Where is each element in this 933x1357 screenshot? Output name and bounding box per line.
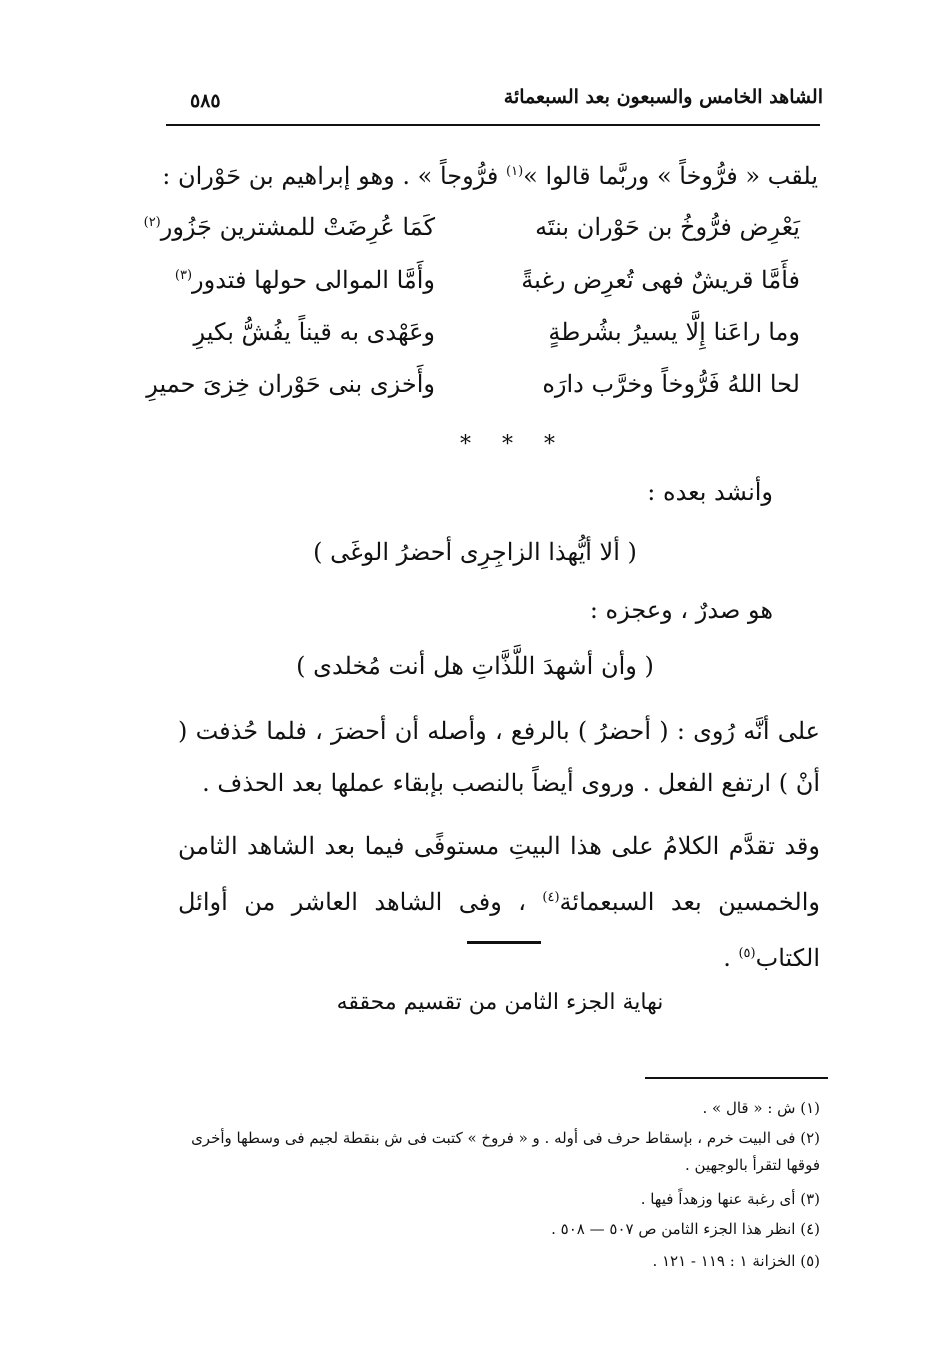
footnote-rule xyxy=(645,1077,828,1079)
verse-first-hemistich: فأَمَّا قريشٌ فهى تُعرِض رغبةً xyxy=(521,266,800,294)
verse-line xyxy=(180,318,820,358)
footnote-3: (٣) أى رغبة عنها وزهداً فيها . xyxy=(640,1190,820,1208)
paragraph-1: على أنَّه رُوى : ( أحضرُ ) بالرفع ، وأصله أن أحضرَ ، فلما حُذفت ( أنْ ) ارتفع الفعل . وروى أيضاً بالنصب بإبقاء عملها بعد الحذف . xyxy=(178,717,820,797)
footnote-4: (٤) انظر هذا الجزء الثامن ص ٥٠٧ — ٥٠٨ . xyxy=(551,1220,820,1238)
verse-first-hemistich: وما راعَنا إِلَّا يسيرُ بشُرطةٍ xyxy=(548,318,800,346)
page-number: ٥٨٥ xyxy=(190,90,221,112)
paragraph-2 xyxy=(178,820,820,984)
verse-line xyxy=(143,213,820,253)
verse-second-hemistich: وعَهْدى به قيناً يفُشُّ بكيرِ xyxy=(193,318,435,346)
footnote-ref-2: (٢) xyxy=(143,215,161,230)
quote-line-1: ( ألا أيُّهذا الزاجِرِى أحضرُ الوغَى ) xyxy=(313,538,637,566)
section-separator: * * * xyxy=(460,432,567,457)
verse-second-text: كَمَا عُرِضَتْ للمشترين جَزُور xyxy=(160,213,435,241)
footnote-5: (٥) الخزانة ١ : ١١٩ - ١٢١ . xyxy=(652,1252,820,1270)
paragraph-2-text-a: وقد تقدَّم الكلامُ على هذا البيتِ مستوفًى فيما بعد الشاهد الثامن والخمسين بعد السبعمائة xyxy=(178,832,820,916)
anshad-line: وأنشد بعده : xyxy=(647,478,773,506)
volume-end-title: نهاية الجزء الثامن من تقسيم محققه xyxy=(336,990,664,1015)
verse-first-hemistich: يَعْرِض فرُّوخُ بن حَوْران بنتَه xyxy=(535,213,800,241)
quote-line-2: ( وأن أشهدَ اللَّذَّاتِ هل أنت مُخلدى ) xyxy=(296,652,654,680)
intro-line xyxy=(162,162,818,190)
footnote-ref-3: (٣) xyxy=(174,268,193,283)
sadr-line: هو صدرٌ ، وعجزه : xyxy=(589,596,773,624)
header-rule xyxy=(166,124,820,126)
end-rule xyxy=(467,941,541,944)
footnote-1: (١) ش : « قال » . xyxy=(702,1099,820,1117)
running-header-title: الشاهد الخامس والسبعون بعد السبعمائة xyxy=(503,86,823,108)
verse-second-text: وأَمَّا الموالى حولها فتدور xyxy=(192,266,435,294)
verse-second-hemistich xyxy=(175,266,435,294)
verse-first-hemistich: لحا اللهُ فَرُّوخاً وخرَّب دارَه xyxy=(542,370,800,398)
paragraph-2-text-b: ، وفى الشاهد العاشر من أوائل الكتاب xyxy=(178,888,820,972)
verse-second-hemistich: وأَخزى بنى حَوْران خِزىَ حميرِ xyxy=(146,370,435,398)
verse-second-hemistich xyxy=(144,213,435,241)
paragraph-2-text-c: . xyxy=(723,944,731,972)
footnote-ref-1: (١) xyxy=(506,164,524,179)
intro-text-b: فرُّوجاً » . وهو إبراهيم بن حَوْران : xyxy=(162,162,499,190)
verse-line xyxy=(174,266,820,306)
verse-line xyxy=(146,370,820,410)
footnote-ref-5: (٥) xyxy=(738,946,756,961)
footnote-2: (٢) فى البيت خرم ، بإسقاط حرف فى أوله . و « فروخ » كتبت فى ش بنقطة لجيم فى وسطها وأخرى فوقها لتقرأ بالوجهين . xyxy=(191,1129,820,1174)
intro-text-a: يلقب « فرُّوخاً » وربَّما قالوا » xyxy=(523,162,818,190)
footnote-ref-4: (٤) xyxy=(542,890,560,905)
